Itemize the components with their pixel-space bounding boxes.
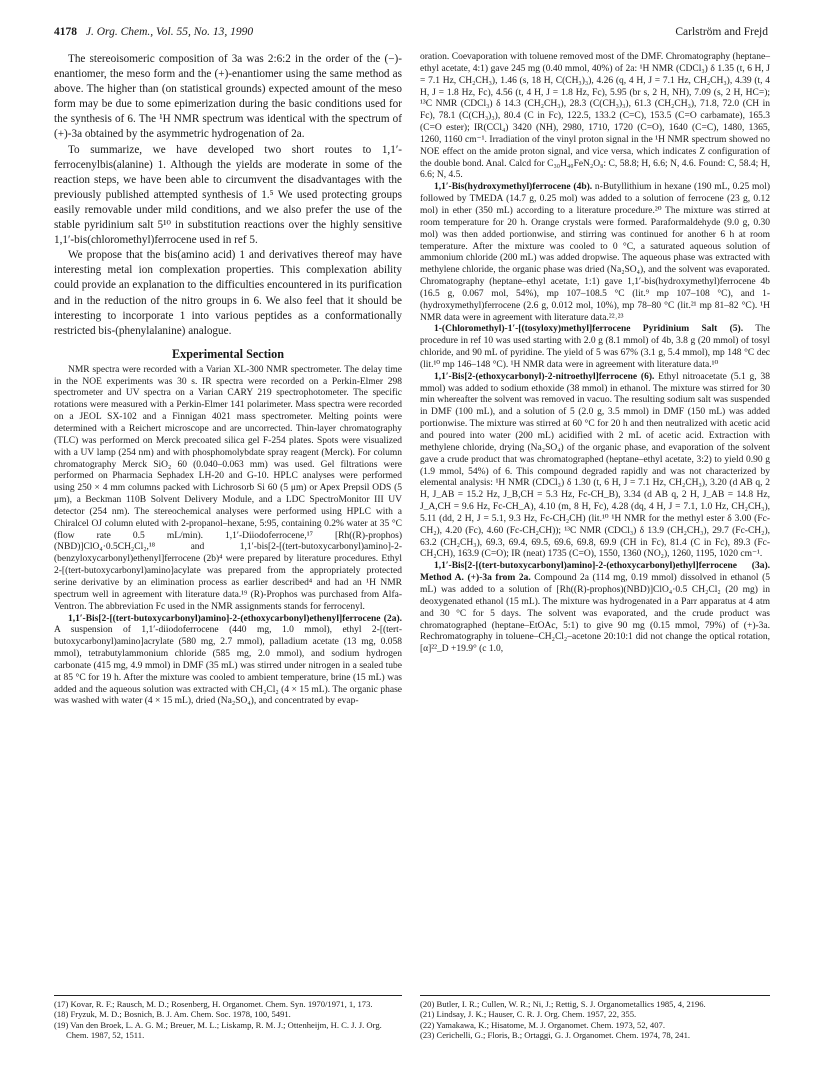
body-paragraph: To summarize, we have developed two short routes to 1,1′-ferrocenylbis(alanine) 1. Although the yields are moderate in some of the reaction steps, we have been able to circumvent the disadvantages with the previously published attempted synthesis of 1.⁵ We used protecting groups easily removable under mild conditions, and we also prefer the use of the stable pyridinium salt 5¹⁰ in substitution reactions over the highly sensitive 1,1′-bis(chloromethyl)ferrocene used in ref 5. xyxy=(54,143,402,247)
footnote: (19) Van den Broek, L. A. G. M.; Breuer, M. L.; Liskamp, R. M. J.; Ottenheijm, H. C. J. J. Org. Chem. 1987, 52, 1511. xyxy=(54,1019,382,1041)
footnote: (18) Fryzuk, M. D.; Bosnich, B. J. Am. Chem. Soc. 1978, 100, 5491. xyxy=(54,1009,291,1020)
footnote: (22) Yamakawa, K.; Hisatome, M. J. Organomet. Chem. 1973, 52, 407. xyxy=(420,1019,665,1030)
page-number: 4178 xyxy=(54,26,77,38)
compound-title: 1-(Chloromethyl)-1′-[(tosyloxy)methyl]ferrocene Pyridinium Salt (5). xyxy=(434,324,744,335)
compound-title: 1,1′-Bis[2-(ethoxycarbonyl)-2-nitroethyl]ferrocene (6). xyxy=(434,371,655,382)
footnote-rule xyxy=(54,995,402,996)
footnote: (21) Lindsay, J. K.; Hauser, C. R. J. Org. Chem. 1957, 22, 355. xyxy=(420,1009,637,1020)
compound-text: Compound 2a (114 mg, 0.19 mmol) dissolved in ethanol (5 mL) was added to a solution of [Rh((R)-prophos)(NBD)]ClO₄·0.5 CH₂Cl₂ (20 mg) in deoxygenated ethanol (15 mL). The mixture was hydrogenated in a Parr apparatus at 4 atm and 30 °C for 5 days. The solvent was evaporated, and the crude product was chromatographed (heptane–EtOAc, 5:1) to give 90 mg (0.15 mmol, 79%) of (+)-3a. Rechromatography in toluene–CH₂Cl₂–acetone 20:10:1 did not change the optical rotation, [α]²²_D +19.9° (c 1.0, xyxy=(420,573,770,655)
compound-title: 1,1′-Bis(hydroxymethyl)ferrocene (4b). xyxy=(434,182,593,193)
compound-paragraph-2a xyxy=(54,614,402,709)
left-column xyxy=(54,52,402,708)
footnotes-left xyxy=(54,995,402,1041)
footnote: (17) Kovar, R. F.; Rausch, M. D.; Rosenberg, H. Organomet. Chem. Syn. 1970/1971, 1, 173. xyxy=(54,999,373,1009)
compound-paragraph-5 xyxy=(420,324,770,371)
compound-paragraph-3a xyxy=(420,561,770,656)
running-head-left xyxy=(54,24,253,40)
footnotes-right xyxy=(420,995,770,1041)
body-paragraph: We propose that the bis(amino acid) 1 and derivatives thereof may have interesting metal ion complexation properties. This complexation ability could provide an explanation to the difficulties encountered in its purification and in the reduction of the nitro groups in 6. We also feel that it should be interesting to incorporate 1 into various peptides as a conformationally restricted bis-(phenylalanine) analogue. xyxy=(54,249,402,337)
compound-text: n-Butyllithium in hexane (190 mL, 0.25 mol) followed by TMEDA (14.7 g, 0.25 mol) was added to a solution of ferrocene (23 g, 0.12 mol) in ether (350 mL) according to a literature procedure.²⁰ The mixture was stirred at room temperature for 20 h. Orange crystals were formed. Paraformaldehyde (9.0 g, 0.30 mol) was then added portionwise, and stirring was continued for another 6 h at room temperature. After the mixture was cooled to 0 °C, a saturated aqueous solution of ammonium chloride (200 mL) was added dropwise. The aqueous phase was extracted with methylene chloride, the organic phase was dried (Na₂SO₄), and the solvent was evaporated. Chromatography (heptane–ethyl acetate, 1:1) gave 1,1′-bis(hydroxymethyl)ferrocene 4b (16.5 g, 0.067 mol, 54%), mp 107–108.5 °C (lit.⁹ mp 107–108 °C), and 1-(hydroxymethyl)ferrocene (2.6 g, 0.012 mol, 10%), mp 78–80 °C (lit.²¹ mp 81–82 °C). ¹H NMR data were in agreement with literature data.²²˒²³ xyxy=(420,182,770,323)
running-head xyxy=(54,24,768,40)
compound-paragraph-4b xyxy=(420,182,770,324)
compound-title: 1,1′-Bis[2-[(tert-butoxycarbonyl)amino]-2-(ethoxycarbonyl)ethyl]ferrocene (3a). Method A. (+)-3a from 2a. xyxy=(420,561,770,584)
continued-paragraph: oration. Coevaporation with toluene removed most of the DMF. Chromatography (heptane–ethyl acetate, 4:1) gave 245 mg (0.40 mmol, 40%) of 2a: ¹H NMR (CDCl₃) δ 1.35 (t, 6 H, J = 7.1 Hz, CH₂CH₃), 1.46 (s, 18 H, C(CH₃)₃), 4.26 (q, 4 H, J = 7.1 Hz, CH₂CH₃), 4.39 (t, 4 H, J = 1.8 Hz, Fc), 4.56 (t, 4 H, J = 1.8 Hz, Fc), 5.95 (br s, 2 H, NH), 7.09 (s, 2 H, HC=); ¹³C NMR (CDCl₃) δ 14.3 (CH₂CH₃), 28.3 (C(CH₃)₃), 61.3 (CH₂CH₃), 71.8, 72.0 (CH in Fc), 78.1 (C(CH₃)₃), 80.4 (C in Fc), 122.5, 133.2 (C=C), 153.5 (C=O carbamate), 165.3 (C=O ester); IR(CCl₄) 3420 (NH), 2980, 1710, 1720 (C=O), 1640 (C=C), 1480, 1365, 1260, 1160 cm⁻¹. Irradiation of the vinyl proton signal in the ¹H NMR spectrum showed no NOE effect on the amide proton signal, and vice versa, which indicates Z configuration of the double bond. Anal. Calcd for C₃₀H₄₀FeN₂O₈: C, 58.8; H, 6.6; N, 4.6. Found: C, 58.4; H, 6.6; N, 4.5. xyxy=(420,52,770,181)
compound-text: Ethyl nitroacetate (5.1 g, 38 mmol) was added to sodium ethoxide (38 mmol) in ethanol. The mixture was stirred for 30 min whereafter the solvent was removed in vacuo. The resulting sodium salt was suspended in DMF (100 mL), and a solution of 5 (2.0 g, 3.5 mmol) in DMF (150 mL) was added portionwise. The mixture was stirred at 60 °C for 20 h and then neutralized with acetic acid and poured into water (200 mL) acidified with 2 mL of acetic acid. Extraction with methylene chloride, drying (Na₂SO₄) of the organic phase, and evaporation of the solvent gave a crude product that was chromatographed (heptane–ethyl acetate, 3:2) to yield 0.90 g (1.9 mmol, 54%) of 6. This compound degraded rapidly and was not characterized by elemental analysis: ¹H NMR (CDCl₃) δ 1.30 (t, 6 H, J = 7.1 Hz, CH₂CH₃), 3.20 (d AB q, 2 H, J_AB = 15.2 Hz, J_B,CH = 5.3 Hz, Fc-CH_B), 3.34 (d AB q, 2 H, J_AB = 14.8 Hz, J_A,CH = 9.6 Hz, Fc-CH_A), 4.10 (m, 8 H, Fc), 4.28 (dq, 4 H, J = 7.1, 1.0 Hz, CH₂CH₃), 5.11 (dd, 2 H, J = 5.1, 9.3 Hz, Fc-CH₂CH) (lit.¹⁰ ¹H NMR for the methyl ester δ 3.00 (Fc-CH₂), 4.20 (Fc), 4.60 (Fc-CH₂CH)); ¹³C NMR (CDCl₃) δ 13.9 (CH₂CH₃), 29.7 (Fc-CH₂), 63.2 (CH₂CH₃), 69.3, 69.4, 69.5, 69.6, 69.8, 69.9 (CH in Fc), 81.4 (C in Fc), 89.3 (Fc-CH₂CH), 163.9 (C=O); IR (neat) 1735 (C=O), 1550, 1360 (NO₂), 1260, 1195, 1020 cm⁻¹. xyxy=(420,371,770,560)
footnote: (20) Butler, I. R.; Cullen, W. R.; Ni, J.; Rettig, S. J. Organometallics 1985, 4, 2196. xyxy=(420,999,706,1009)
footnote-rule xyxy=(420,995,770,996)
right-column xyxy=(420,52,770,656)
journal-citation: J. Org. Chem., Vol. 55, No. 13, 1990 xyxy=(85,26,254,38)
body-paragraph: The stereoisomeric composition of 3a was 2:6:2 in the order of the (−)-enantiomer, the meso form and the (+)-enantiomer using the same method as above. The higher than (on statistical grounds) expected amount of the meso form may be due to some epimerization during the basic conditions used for the synthesis of 6. The ¹H NMR spectrum was identical with the spectrum of (+)-3a obtained by the asymmetric hydrogenation of 2a. xyxy=(54,53,402,141)
compound-text: The procedure in ref 10 was used starting with 2.0 g (8.1 mmol) of 4b, 3.8 g (20 mmol) of tosyl chloride, and 90 mL of pyridine. The yield of 5 was 67% (3.1 g, 5.4 mmol), mp 148 °C dec (lit.¹⁰ mp 146–148 °C). ¹H NMR data were in agreement with literature data.¹⁰ xyxy=(420,324,770,370)
compound-text: A suspension of 1,1′-diiodoferrocene (440 mg, 1.0 mmol), ethyl 2-[(tert-butoxycarbonyl)amino]acrylate (580 mg, 2.7 mmol), palladium acetate (13 mg, 0.058 mmol), tetrabutylammonium chloride (585 mg, 2.0 mmol), and sodium hydrogen carbonate (415 mg, 4.9 mmol) in DMF (35 mL) was stirred under nitrogen in a sealed tube at 85 °C for 19 h. After the mixture was cooled to ambient temperature, brine (15 mL) was added and the aqueous solution was extracted with CH₂Cl₂ (4 × 15 mL). The organic phase was washed with water (4 × 15 mL), dried (Na₂SO₄), and concentrated by evap- xyxy=(54,625,402,707)
running-head-authors: Carlström and Frejd xyxy=(675,26,768,38)
compound-title: 1,1′-Bis[2-[(tert-butoxycarbonyl)amino]-2-(ethoxycarbonyl)ethenyl]ferrocene (2a). xyxy=(68,613,402,624)
footnote: (23) Cerichelli, G.; Floris, B.; Ortaggi, G. J. Organomet. Chem. 1974, 78, 241. xyxy=(420,1030,691,1041)
experimental-paragraph: NMR spectra were recorded with a Varian XL-300 NMR spectrometer. The delay time in the NOE experiments was 30 s. IR spectra were recorded on a Perkin-Elmer 298 spectrometer and UV spectra on a Varian CARY 219 spectrophotometer. The specific rotations were measured with a Perkin-Elmer 141 polarimeter. Mass spectra were recorded on a JEOL SX-102 and a Finnigan 4021 mass spectrometer. Melting points were determined with a Reichert microscope and are uncorrected. Thin-layer chromatography (TLC) was performed on Merck precoated silica gel F-254 plates. Spots were visualized with a UV lamp (254 nm) and with phosphomolybdate spray reagent (Merck). For column chromatography Merck SiO₂ 60 (0.040–0.063 mm) was used. Gel filtrations were performed on Pharmacia Sephadex LH-20 and G-10. HPLC analyses were performed using 250 × 4 mm columns packed with Lichrosorb Si 60 (5 μm) or Apex Prepsil ODS (5 μm), a Beckman 110B Solvent Delivery Module, and a LDC SpectroMonitor III UV detector (254 nm). The stereochemical analyses were performed using HPLC with a Chiralcel OJ column eluted with 2-propanol–hexane, 5:95, containing 0.2% water at 35 °C (flow rate 0.5 mL/min). 1,1′-Diiodoferrocene,¹⁷ [Rh((R)-prophos)(NBD)]ClO₄·0.5CH₂Cl₂,¹⁸ and 1,1′-bis[2-[(tert-butoxycarbonyl)amino]-2-(benzyloxycarbonyl)ethenyl]ferrocene (2b)⁴ were prepared by literature procedures. Ethyl 2-[(tert-butoxycarbonyl)amino]acylate was prepared from the appropriately protected serine derivative by an elimination process as earlier described⁴ and had an ¹H NMR spectrum well in agreement with literature data.¹⁹ (R)-Prophos was purchased from Alfa-Ventron. The abbreviation Fc used in the NMR assignments stands for ferrocenyl. xyxy=(54,364,402,612)
section-title: Experimental Section xyxy=(171,346,285,361)
compound-paragraph-6 xyxy=(420,372,770,562)
